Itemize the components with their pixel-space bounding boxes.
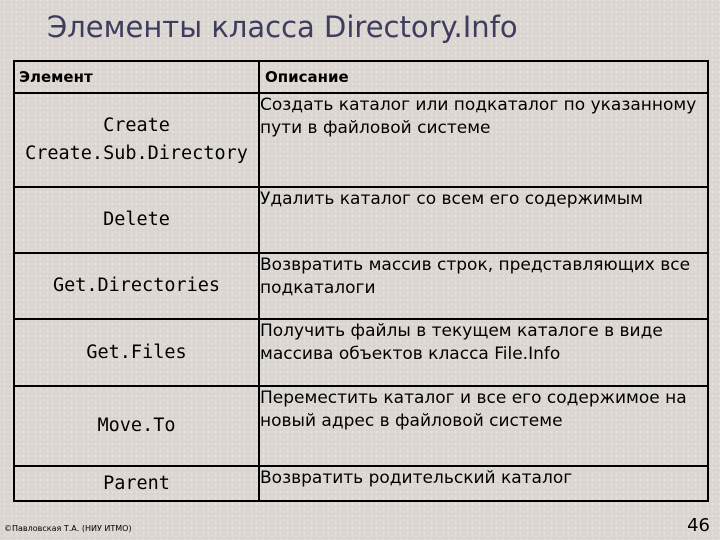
element-name: Delete <box>103 209 170 230</box>
element-name: Parent <box>103 472 170 494</box>
element-name: Create.Sub.Directory <box>25 143 248 164</box>
table-row <box>14 253 708 319</box>
element-cell <box>14 253 259 319</box>
description-cell: Получить файлы в текущем каталоге в виде массива объектов класса File.Info <box>259 319 708 386</box>
element-name: Get.Files <box>86 341 187 363</box>
description-cell: Возвратить родительский каталог <box>259 466 708 501</box>
element-name: Move.To <box>97 415 176 436</box>
table-row <box>14 187 708 253</box>
table-row <box>14 466 708 501</box>
table-row <box>14 386 708 466</box>
table-row <box>14 93 708 187</box>
element-name: Get.Directories <box>52 275 221 296</box>
table-row <box>14 319 708 386</box>
description-cell: Создать каталог или подкаталог по указанному пути в файловой системе <box>259 93 708 187</box>
slide-title: Элементы класса Directory.Info <box>47 10 518 44</box>
column-header-description: Описание <box>259 61 708 93</box>
column-header-element: Элемент <box>14 61 259 93</box>
page-number: 46 <box>687 515 710 536</box>
element-cell <box>14 319 259 386</box>
description-cell: Удалить каталог со всем его содержимым <box>259 187 708 253</box>
element-cell <box>14 386 259 466</box>
members-table <box>13 60 709 502</box>
element-name: Create <box>103 115 170 136</box>
description-cell: Возвратить массив строк, представляющих все подкаталоги <box>259 253 708 319</box>
table-header-row <box>14 61 708 93</box>
element-cell <box>14 93 259 187</box>
element-cell <box>14 187 259 253</box>
description-cell: Переместить каталог и все его содержимое на новый адрес в файловой системе <box>259 386 708 466</box>
element-cell <box>14 466 259 501</box>
copyright-footer: ©Павловская Т.А. (НИУ ИТМО) <box>4 524 132 533</box>
